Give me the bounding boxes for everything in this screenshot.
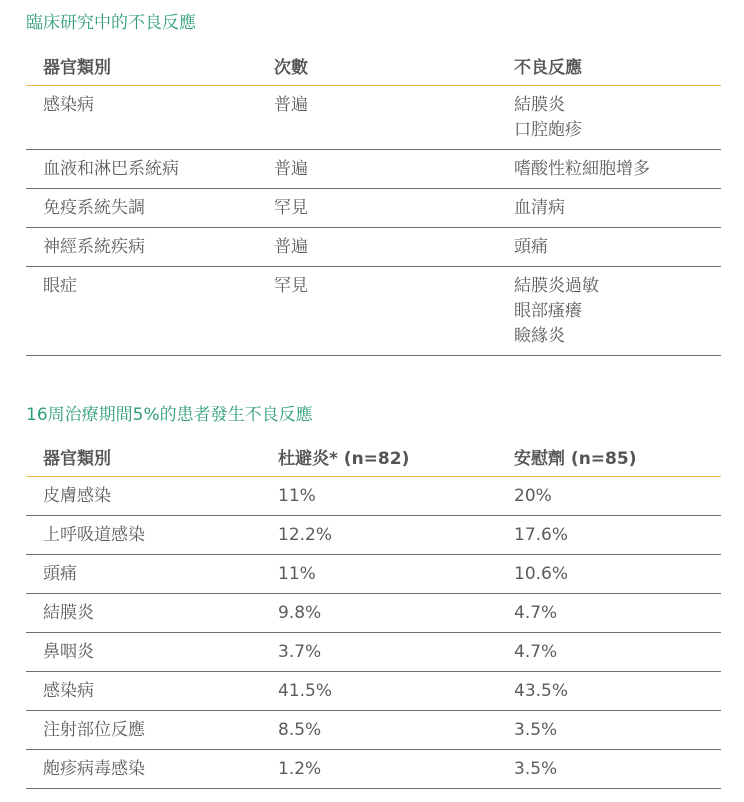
drug-percent-cell: 8.5%	[278, 711, 514, 750]
frequency-cell: 罕見	[274, 189, 514, 228]
placebo-percent-cell: 4.7%	[514, 594, 721, 633]
table-header-row	[26, 436, 721, 477]
placebo-percent-cell: 17.6%	[514, 516, 721, 555]
organ-cell: 眼症	[26, 267, 274, 356]
organ-cell: 神經系統疾病	[26, 228, 274, 267]
table-row	[26, 189, 721, 228]
organ-cell: 上呼吸道感染	[26, 516, 278, 555]
adverse-reactions-table	[26, 46, 721, 356]
reaction-cell	[514, 228, 721, 267]
drug-percent-cell: 12.2%	[278, 516, 514, 555]
reaction-item: 結膜炎	[514, 95, 565, 115]
reaction-cell	[514, 86, 721, 150]
frequency-cell: 罕見	[274, 267, 514, 356]
drug-percent-cell: 11%	[278, 477, 514, 516]
organ-cell: 注射部位反應	[26, 711, 278, 750]
reaction-item: 口腔皰疹	[514, 120, 582, 140]
placebo-percent-cell: 10.6%	[514, 555, 721, 594]
organ-cell: 頭痛	[26, 555, 278, 594]
drug-percent-cell: 3.7%	[278, 633, 514, 672]
table-row	[26, 672, 721, 711]
frequency-cell: 普遍	[274, 228, 514, 267]
reaction-cell	[514, 189, 721, 228]
reaction-cell	[514, 150, 721, 189]
organ-cell: 血液和淋巴系統病	[26, 150, 274, 189]
header-frequency: 次數	[274, 46, 514, 86]
table-row	[26, 150, 721, 189]
placebo-percent-cell: 20%	[514, 477, 721, 516]
header-organ-class: 器官類別	[26, 436, 278, 477]
header-placebo-group: 安慰劑 (n=85)	[514, 436, 721, 477]
table-row	[26, 633, 721, 672]
table-row	[26, 267, 721, 356]
incidence-table	[26, 436, 721, 789]
table-row	[26, 750, 721, 789]
placebo-percent-cell: 43.5%	[514, 672, 721, 711]
reaction-cell	[514, 267, 721, 356]
organ-cell: 免疫系統失調	[26, 189, 274, 228]
table-row	[26, 594, 721, 633]
organ-cell: 皮膚感染	[26, 477, 278, 516]
table-header-row	[26, 46, 721, 86]
reaction-item: 血清病	[514, 198, 565, 218]
frequency-cell: 普遍	[274, 150, 514, 189]
drug-percent-cell: 1.2%	[278, 750, 514, 789]
reaction-item: 瞼緣炎	[514, 326, 565, 346]
table-row	[26, 555, 721, 594]
header-adverse-reaction: 不良反應	[514, 46, 721, 86]
reaction-item: 眼部瘙癢	[514, 301, 582, 321]
frequency-cell: 普遍	[274, 86, 514, 150]
placebo-percent-cell: 3.5%	[514, 750, 721, 789]
organ-cell: 感染病	[26, 672, 278, 711]
header-drug-group: 杜避炎* (n=82)	[278, 436, 514, 477]
placebo-percent-cell: 4.7%	[514, 633, 721, 672]
table1-title: 臨床研究中的不良反應	[26, 13, 196, 33]
table-row	[26, 516, 721, 555]
organ-cell: 鼻咽炎	[26, 633, 278, 672]
organ-cell: 感染病	[26, 86, 274, 150]
table-row	[26, 477, 721, 516]
header-organ-class: 器官類別	[26, 46, 274, 86]
organ-cell: 皰疹病毒感染	[26, 750, 278, 789]
drug-percent-cell: 41.5%	[278, 672, 514, 711]
drug-percent-cell: 11%	[278, 555, 514, 594]
drug-percent-cell: 9.8%	[278, 594, 514, 633]
reaction-item: 嗜酸性粒細胞增多	[514, 159, 650, 179]
reaction-item: 頭痛	[514, 237, 548, 257]
table-row	[26, 86, 721, 150]
reaction-item: 結膜炎過敏	[514, 276, 599, 296]
table-row	[26, 711, 721, 750]
table-row	[26, 228, 721, 267]
organ-cell: 結膜炎	[26, 594, 278, 633]
placebo-percent-cell: 3.5%	[514, 711, 721, 750]
table2-title: 16周治療期間5%的患者發生不良反應	[26, 405, 313, 425]
